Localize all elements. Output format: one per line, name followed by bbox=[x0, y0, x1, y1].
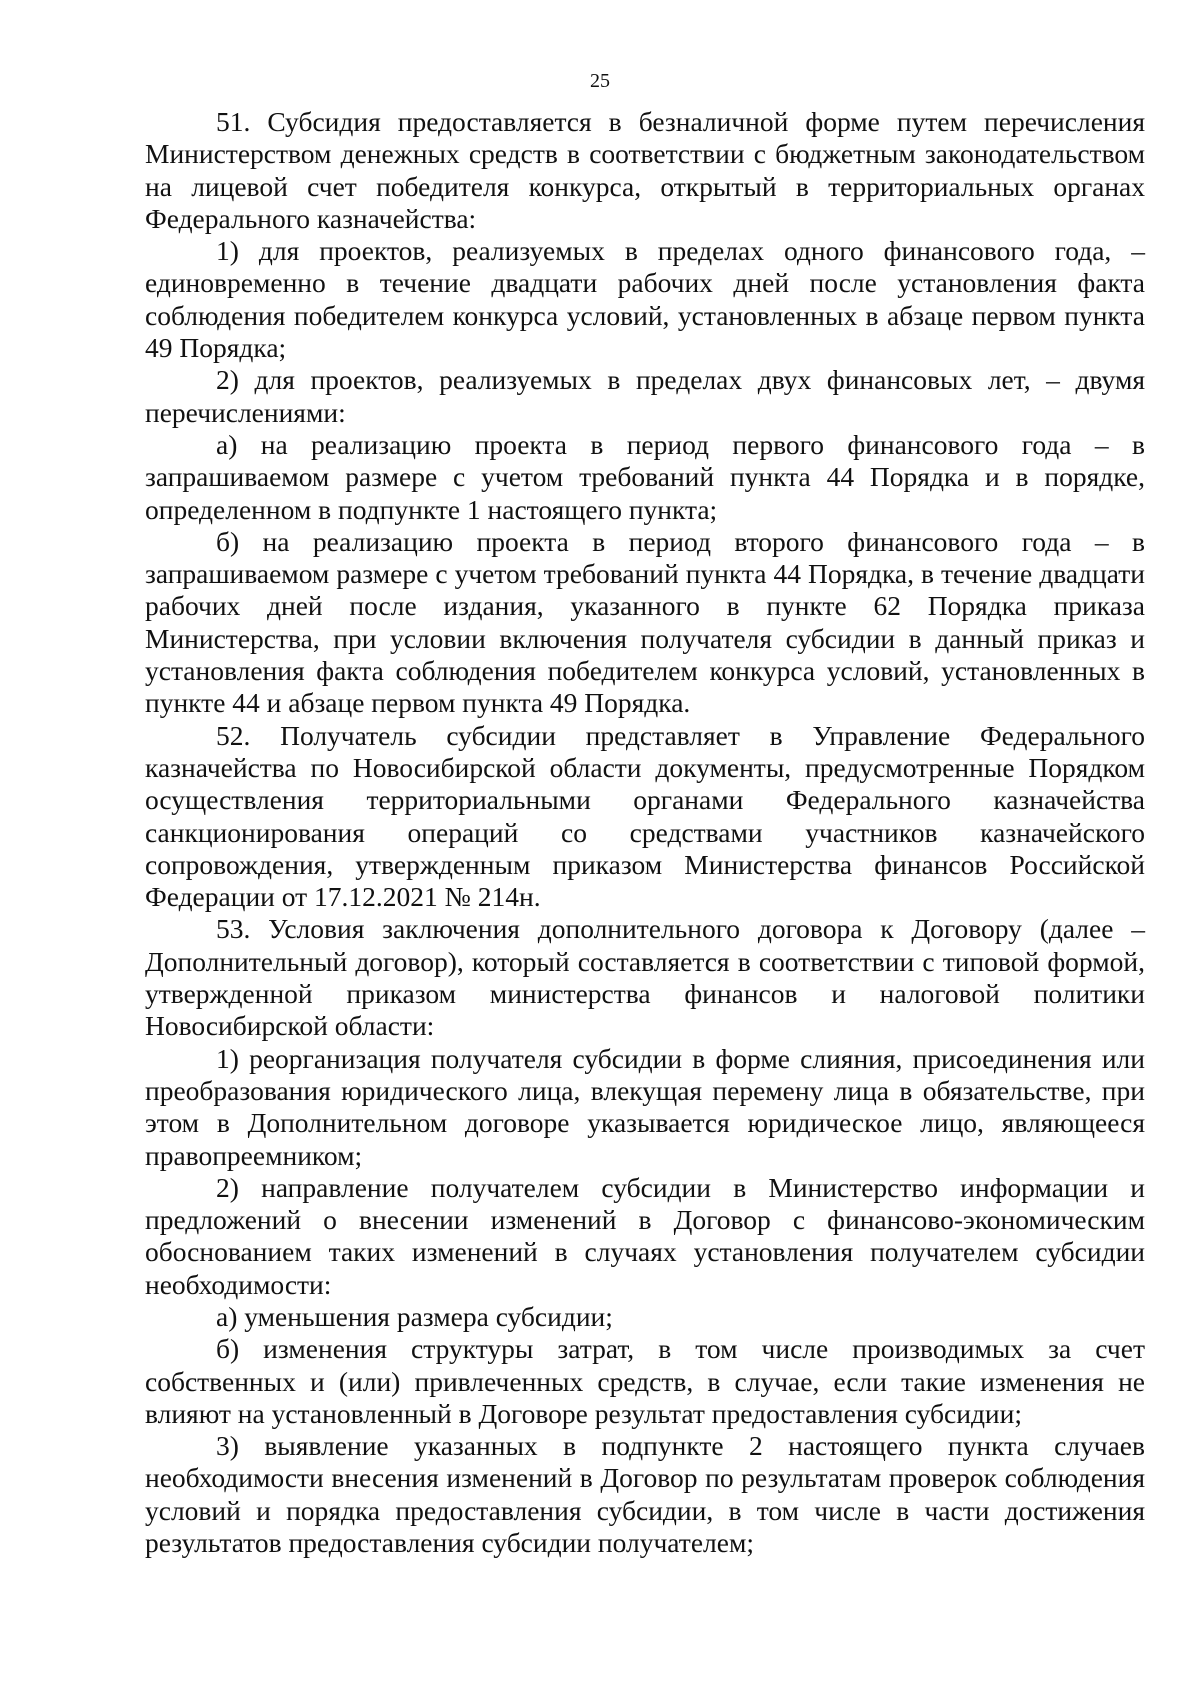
paragraph-53-item-2b: б) изменения структуры затрат, в том числе производимых за счет собственных и (или) привлеченных средств, в случае, если такие изменения не влияют на установленный в Договоре результат предоставления субсидии; bbox=[145, 1333, 1145, 1429]
paragraph-51-item-2a: а) на реализацию проекта в период первого финансового года – в запрашиваемом размере с учетом требований пункта 44 Порядка и в порядке, определенном в подпункте 1 настоящего пункта; bbox=[145, 428, 1145, 525]
document-body bbox=[145, 106, 1145, 1559]
paragraph-51-item-1: 1) для проектов, реализуемых в пределах одного финансового года, – единовременно в течение двадцати рабочих дней после установления факта соблюдения победителем конкурса условий, установленных в абзаце первом пункта 49 Порядка; bbox=[145, 235, 1145, 364]
paragraph-51-item-2: 2) для проектов, реализуемых в пределах двух финансовых лет, – двумя перечислениями: bbox=[145, 364, 1145, 428]
paragraph-53-item-2: 2) направление получателем субсидии в Министерство информации и предложений о внесении изменений в Договор с финансово-экономическим обоснованием таких изменений в случаях установления получателем субсидии необходимости: bbox=[145, 1171, 1145, 1300]
paragraph-53-item-2a: а) уменьшения размера субсидии; bbox=[216, 1300, 613, 1332]
paragraph-51-item-2b: б) на реализацию проекта в период второго финансового года – в запрашиваемом размере с учетом требований пункта 44 Порядка, в течение двадцати рабочих дней после издания, указанного в пункте 62 Порядка приказа Министерства, при условии включения получателя субсидии в данный приказ и установления факта соблюдения победителем конкурса условий, установленных в пункте 44 и абзаце первом пункта 49 Порядка. bbox=[145, 525, 1145, 719]
paragraph-53-item-3: 3) выявление указанных в подпункте 2 настоящего пункта случаев необходимости внесения изменений в Договор по результатам проверок соблюдения условий и порядка предоставления субсидии, в том числе в части достижения результатов предоставления субсидии получателем; bbox=[145, 1430, 1145, 1559]
paragraph-52: 52. Получатель субсидии представляет в Управление Федерального казначейства по Новосибирской области документы, предусмотренные Порядком осуществления территориальными органами Федерального казначейства санкционирования операций со средствами участников казначейского сопровождения, утвержденным приказом Министерства финансов Российской Федерации от 17.12.2021 № 214н. bbox=[145, 719, 1145, 913]
paragraph-53-item-1: 1) реорганизация получателя субсидии в форме слияния, присоединения или преобразования юридического лица, влекущая перемену лица в обязательстве, при этом в Дополнительном договоре указывается юридическое лицо, являющееся правопреемником; bbox=[145, 1042, 1145, 1171]
paragraph-51: 51. Субсидия предоставляется в безналичной форме путем перечисления Министерством денежных средств в соответствии с бюджетным законодательством на лицевой счет победителя конкурса, открытый в территориальных органах Федерального казначейства: bbox=[145, 106, 1145, 234]
paragraph-53: 53. Условия заключения дополнительного договора к Договору (далее – Дополнительный договор), который составляется в соответствии с типовой формой, утвержденной приказом министерства финансов и налоговой политики Новосибирской области: bbox=[145, 913, 1145, 1042]
page-number: 25 bbox=[590, 70, 610, 92]
